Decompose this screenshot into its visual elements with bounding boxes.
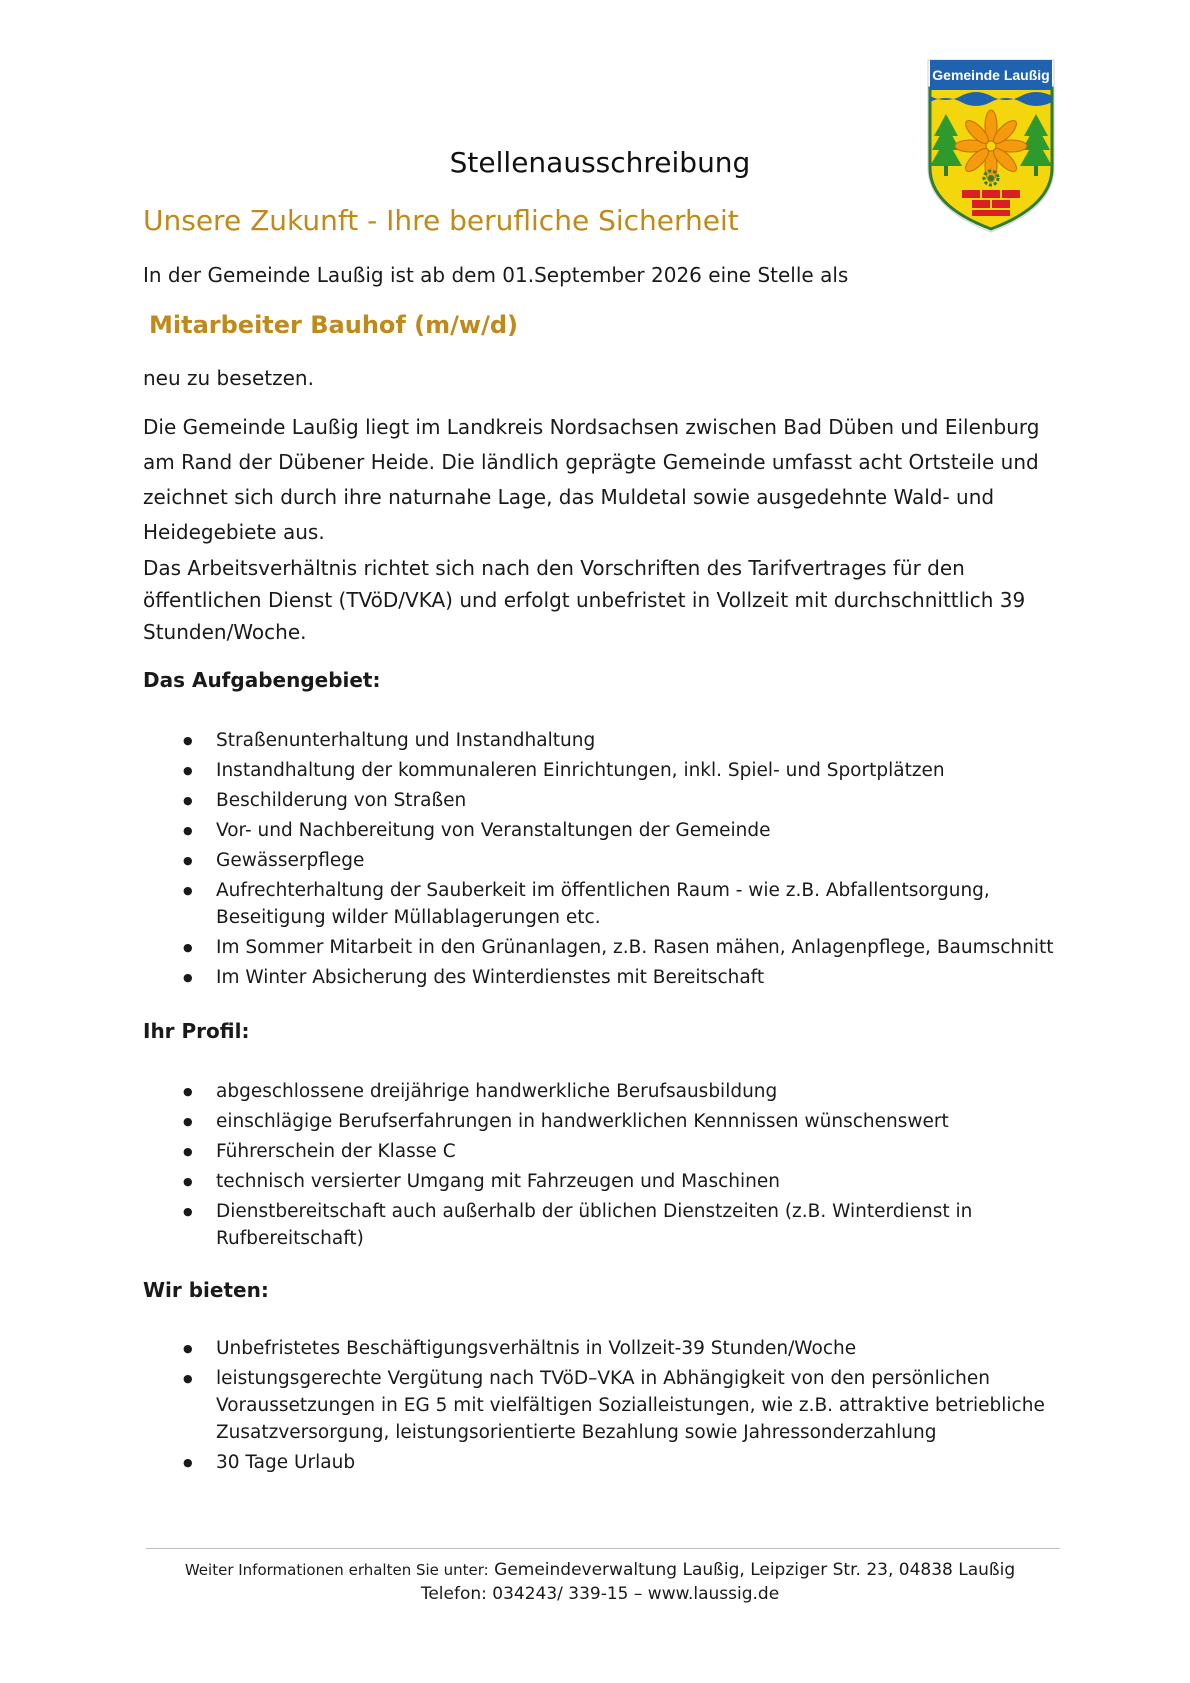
crest-banner-text: Gemeinde Laußig — [932, 67, 1050, 83]
paragraph-employment: Das Arbeitsverhältnis richtet sich nach den Vorschriften des Tarifvertrages für den öffentlichen Dienst (TVöD/VKA) und erfolgt unbefristet in Vollzeit mit durchschnittlich 39 Stunden/Woche. — [143, 556, 1026, 644]
list-item: ● abgeschlossene dreijährige handwerkliche Berufsausbildung — [183, 1078, 1073, 1105]
page-title: Stellenausschreibung — [449, 146, 751, 179]
list-item: ● Führerschein der Klasse C — [183, 1138, 1073, 1165]
tasks-list — [183, 727, 1073, 994]
besetzen-text: neu zu besetzen. — [143, 366, 314, 390]
list-item: ● Instandhaltung der kommunaleren Einrichtungen, inkl. Spiel- und Sportplätzen — [183, 757, 1073, 784]
profile-list — [183, 1078, 1073, 1255]
list-item: ● Im Sommer Mitarbeit in den Grünanlagen, z.B. Rasen mähen, Anlagenpflege, Baumschnitt — [183, 934, 1073, 961]
list-item: ● Dienstbereitschaft auch außerhalb der üblichen Dienstzeiten (z.B. Winterdienst in Rufbereitschaft) — [183, 1198, 1073, 1252]
footer-contact: Telefon: 034243/ 339-15 – www.laussig.de — [420, 1584, 780, 1604]
section-heading-profile: Ihr Profil: — [143, 1019, 250, 1043]
list-item: ● einschlägige Berufserfahrungen in handwerklichen Kennnissen wünschenswert — [183, 1108, 1073, 1135]
section-heading-tasks: Das Aufgabengebiet: — [143, 668, 381, 692]
footer-line-1 — [0, 1558, 1190, 1582]
footer-address: Gemeindeverwaltung Laußig, Leipziger Str. 23, 04838 Laußig — [494, 1560, 1016, 1580]
list-item: ● technisch versierter Umgang mit Fahrzeugen und Maschinen — [183, 1168, 1073, 1195]
list-item: ● Straßenunterhaltung und Instandhaltung — [183, 727, 1073, 754]
list-item: ● Aufrechterhaltung der Sauberkeit im öffentlichen Raum - wie z.B. Abfallentsorgung, Beseitigung wilder Müllablagerungen etc. — [183, 877, 1073, 931]
page-subtitle: Unsere Zukunft - Ihre berufliche Sicherheit — [143, 204, 739, 237]
footer-prefix: Weiter Informationen erhalten Sie unter: — [184, 1561, 489, 1579]
job-title: Mitarbeiter Bauhof (m/w/d) — [149, 311, 519, 339]
list-item: ● Unbefristetes Beschäftigungsverhältnis in Vollzeit-39 Stunden/Woche — [183, 1335, 1073, 1362]
list-item: ● leistungsgerechte Vergütung nach TVöD–VKA in Abhängigkeit von den persönlichen Voraussetzungen in EG 5 mit vielfältigen Sozialleistungen, wie z.B. attraktive betriebliche Zusatzversorgung, leistungsorientierte Bezahlung sowie Jahressonderzahlung — [183, 1365, 1073, 1446]
intro-text: In der Gemeinde Laußig ist ab dem 01.September 2026 eine Stelle als — [143, 263, 849, 287]
footer — [0, 1558, 1190, 1606]
list-item: ● Gewässerpflege — [183, 847, 1073, 874]
offer-list — [183, 1335, 1073, 1479]
section-heading-offer: Wir bieten: — [143, 1278, 269, 1302]
paragraph-location: Die Gemeinde Laußig liegt im Landkreis Nordsachsen zwischen Bad Düben und Eilenburg am Rand der Dübener Heide. Die ländlich geprägte Gemeinde umfasst acht Ortsteile und zeichnet sich durch ihre naturnahe Lage, das Muldetal sowie ausgedehnte Wald- und Heidegebiete aus. — [143, 415, 1040, 544]
list-item: ● Beschilderung von Straßen — [183, 787, 1073, 814]
list-item: ● 30 Tage Urlaub — [183, 1449, 1073, 1476]
list-item: ● Vor- und Nachbereitung von Veranstaltungen der Gemeinde — [183, 817, 1073, 844]
list-item: ● Im Winter Absicherung des Winterdienstes mit Bereitschaft — [183, 964, 1073, 991]
footer-divider — [146, 1548, 1060, 1549]
